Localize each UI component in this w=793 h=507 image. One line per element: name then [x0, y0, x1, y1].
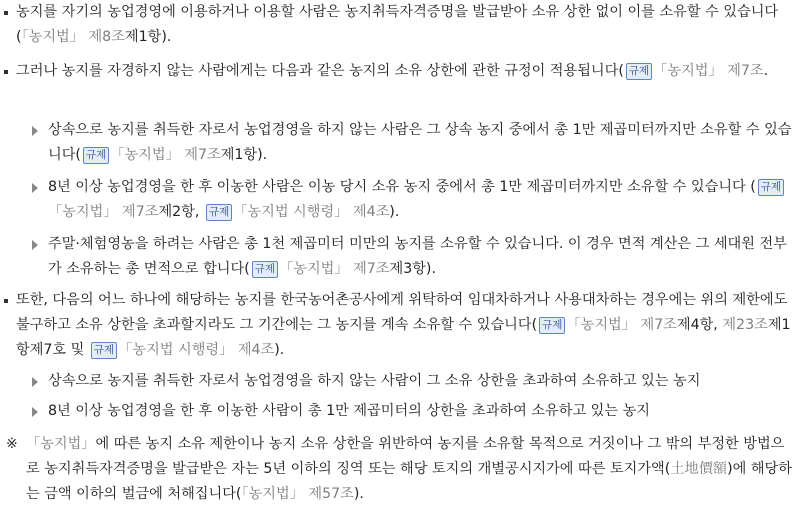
sub-bullet-marker — [32, 407, 38, 417]
bullet-marker — [4, 70, 8, 74]
sub-bullet-marker — [32, 126, 38, 136]
sub-item-inheritance — [0, 118, 793, 168]
note-text: 「농지법」에 따른 농지 소유 제한이나 농지 소유 상한을 위반하여 농지를 소유할 목적으로 거짓이나 그 밖의 부정한 방법으로 농지취득자격증명을 발급받은 자는 5년 이하의 징역 또는 해당 토지의 개별공시지가에 따른 토지가액(土地價額)에 해당하는 금액 이하의 벌금에 처해집니다(「농지법」 제57조). — [26, 436, 792, 502]
sub-item-weekend-farming — [0, 232, 793, 282]
item-text: 8년 이상 농업경영을 한 후 이농한 사람은 이농 당시 소유 농지 중에서 총 1만 제곱미터까지만 소유할 수 있습니다 ( 규제「농지법」 제7조제2항, 규제 「농지법 시행령」 제4조). — [48, 175, 793, 225]
sub-bullet-marker — [32, 377, 38, 387]
item-text: 8년 이상 농업경영을 한 후 이농한 사람이 총 1만 제곱미터의 상한을 초과하여 소유하고 있는 농지 — [48, 403, 650, 419]
penalty-note — [0, 432, 793, 507]
law-link-farmland-act[interactable]: 「농지법」 — [48, 204, 118, 220]
sub-item-inherited-excess — [0, 369, 793, 394]
law-link-farmland-act[interactable]: 「농지법」 — [21, 29, 84, 45]
regulation-badge[interactable]: 규제 — [91, 342, 117, 359]
law-link-farmland-act[interactable]: 「농지법」 — [653, 63, 723, 79]
regulation-badge[interactable]: 규제 — [206, 204, 232, 221]
law-link-article-7[interactable]: 제7조 — [353, 261, 390, 277]
bullet-marker — [4, 11, 8, 15]
law-link-article-7[interactable]: 제7조 — [727, 63, 764, 79]
law-link-enforcement-decree[interactable]: 「농지법 시행령」 — [233, 204, 349, 220]
regulation-badge[interactable]: 규제 — [626, 63, 652, 80]
law-link-farmland-act[interactable]: 「농지법」 — [566, 317, 636, 333]
law-link-farmland-act[interactable]: 「농지법」 — [110, 147, 180, 163]
note-mark: ※ — [6, 436, 18, 452]
regulation-badge[interactable]: 규제 — [83, 147, 109, 164]
item-text: 주말·체험영농을 하려는 사람은 총 1천 제곱미터 미만의 농지를 소유할 수 있습니다. 이 경우 면적 계산은 그 세대원 전부가 소유하는 총 면적으로 합니다( 규제 「농지법」 제7조제3항). — [48, 236, 787, 277]
sub-bullet-marker — [32, 183, 38, 193]
law-link-article-7[interactable]: 제7조 — [640, 317, 677, 333]
law-link-article-57[interactable]: 제57조 — [308, 486, 354, 502]
law-link-article-7[interactable]: 제7조 — [184, 147, 221, 163]
regulation-badge[interactable]: 규제 — [539, 317, 565, 334]
item-text: 또한, 다음의 어느 하나에 해당하는 농지를 한국농어촌공사에게 위탁하여 임대차하거나 사용대차하는 경우에는 위의 제한에도 불구하고 소유 상한을 초과할지라도 그 기간에는 그 농지를 계속 소유할 수 있습니다( 규제 「농지법」 제7조제4항, 제23조제1항제7호 및 규제 「농지법 시행령」 제4조). — [16, 292, 791, 358]
bullet-marker — [4, 299, 8, 303]
law-link-farmland-act[interactable]: 「농지법」 — [279, 261, 349, 277]
regulation-badge[interactable]: 규제 — [252, 261, 278, 278]
bullet-item-ownership-cap — [0, 59, 793, 84]
sub-item-left-farming — [0, 175, 793, 225]
law-link-farmland-act[interactable]: 「농지법」 — [241, 486, 304, 502]
law-link-article-8[interactable]: 제8조 — [88, 29, 125, 45]
bullet-item-consignment — [0, 288, 793, 363]
sub-item-left-farming-excess — [0, 399, 793, 424]
law-link-article-7[interactable]: 제7조 — [122, 204, 159, 220]
law-link-article-23[interactable]: 제23조 — [722, 317, 768, 333]
item-text: 농지를 자기의 농업경영에 이용하거나 이용할 사람은 농지취득자격증명을 발급받아 소유 상한 없이 이를 소유할 수 있습니다(「농지법」 제8조제1항). — [16, 4, 779, 45]
law-link-farmland-act[interactable]: 「농지법」 — [26, 436, 96, 452]
law-link-enforcement-decree[interactable]: 「농지법 시행령」 — [118, 342, 234, 358]
regulation-badge[interactable]: 규제 — [758, 179, 784, 196]
bullet-item-ownership — [0, 0, 793, 50]
law-link-article-4[interactable]: 제4조 — [352, 204, 390, 220]
glossary-link-land-value[interactable]: 土地價額 — [670, 461, 728, 477]
law-link-article-4[interactable]: 제4조 — [237, 342, 275, 358]
item-text: 상속으로 농지를 취득한 자로서 농업경영을 하지 않는 사람이 그 소유 상한을 초과하여 소유하고 있는 농지 — [48, 373, 701, 389]
sub-bullet-marker — [32, 240, 38, 250]
item-text: 그러나 농지를 자경하지 않는 사람에게는 다음과 같은 농지의 소유 상한에 관한 규정이 적용됩니다( 규제 「농지법」 제7조. — [16, 63, 769, 79]
item-text: 상속으로 농지를 취득한 자로서 농업경영을 하지 않는 사람은 그 상속 농지 중에서 총 1만 제곱미터까지만 소유할 수 있습니다( 규제 「농지법」 제7조제1항). — [48, 122, 792, 163]
